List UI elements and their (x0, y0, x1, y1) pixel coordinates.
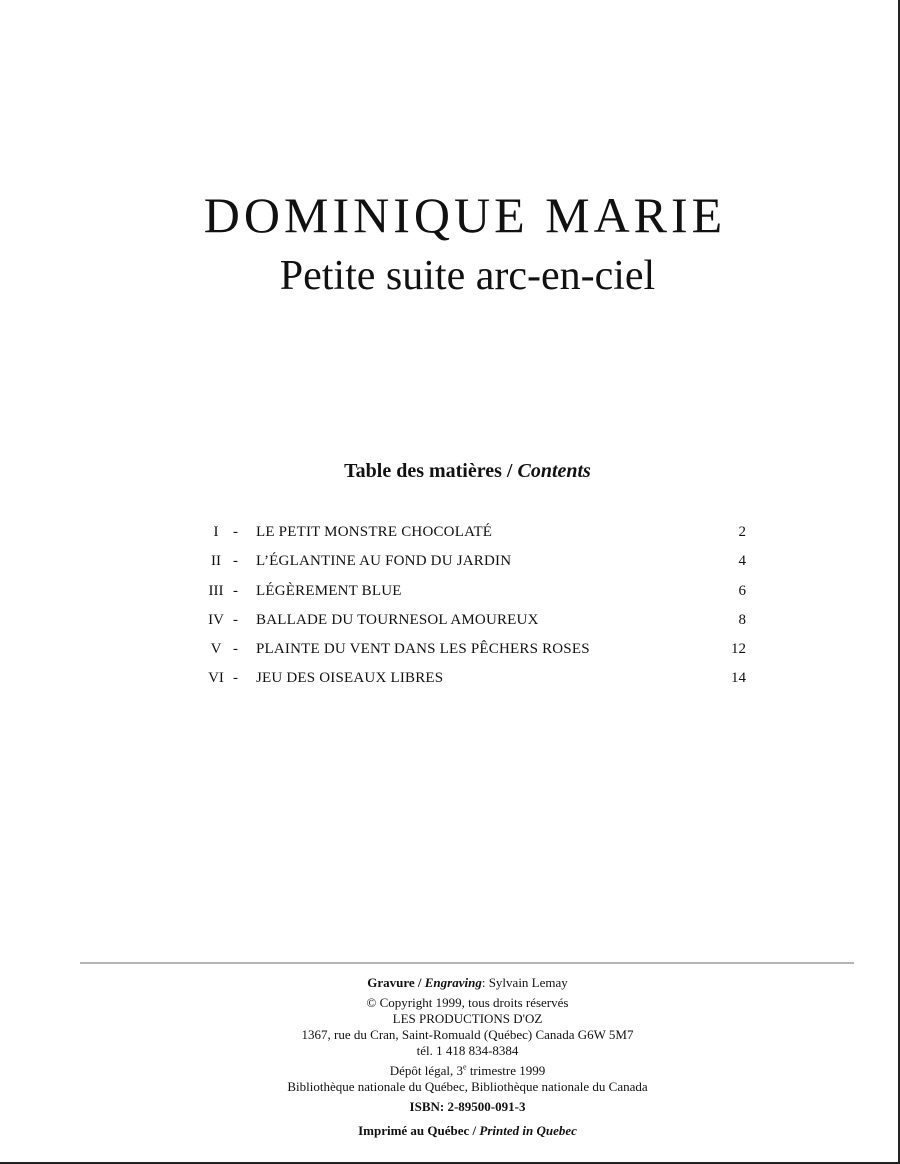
toc-entry (200, 637, 750, 666)
toc-entry-dash: - (233, 670, 238, 687)
footer-divider (80, 962, 854, 964)
toc-entry-number: II (211, 553, 221, 570)
toc-entry-number: VI (208, 670, 224, 687)
printed-fr: Imprimé au Québec (358, 1123, 470, 1138)
legal-deposit-superscript: e (463, 1062, 467, 1072)
credits-block (0, 975, 900, 1139)
toc-entry-page: 12 (731, 641, 746, 658)
printed-en: Printed in Quebec (479, 1123, 577, 1138)
engraving-label: Gravure (367, 975, 415, 990)
publisher-phone: tél. 1 418 834-8384 (416, 1043, 519, 1058)
toc-entry-dash: - (233, 641, 238, 658)
toc-entry-page: 6 (738, 582, 746, 599)
engraver-name: : Sylvain Lemay (481, 975, 568, 990)
legal-deposit (0, 1063, 900, 1079)
toc-entry (200, 549, 750, 578)
toc-entry-number: I (213, 524, 219, 540)
toc-entry (200, 520, 750, 549)
publisher-address: 1367, rue du Cran, Saint-Romuald (Québec) Canada G6W 5M7 (301, 1027, 634, 1042)
publisher-name: LES PRODUCTIONS D'OZ (392, 1011, 543, 1026)
toc-entry-page: 14 (731, 670, 746, 687)
engraving-separator: / (414, 975, 425, 990)
toc-entry-dash: - (233, 553, 238, 570)
toc-entry-dash: - (233, 611, 238, 628)
toc-entry-title: LE PETIT MONSTRE CHOCOLATÉ (256, 524, 493, 540)
toc-entry-number: V (210, 641, 222, 658)
toc-entry-title: PLAINTE DU VENT DANS LES PÊCHERS ROSES (256, 641, 590, 658)
toc-entry-page: 2 (738, 524, 746, 540)
toc-entry-dash: - (233, 524, 238, 540)
toc-heading-fr: Table des matières (344, 460, 502, 482)
toc-heading (0, 460, 900, 483)
engraving-label-en: Engraving (424, 975, 482, 990)
toc-entry-page: 8 (738, 611, 746, 628)
toc-entry (200, 579, 750, 608)
table-of-contents (200, 520, 750, 696)
toc-entry (200, 666, 750, 695)
printed-separator: / (469, 1123, 480, 1138)
legal-deposit-prefix: Dépôt légal, 3 (389, 1063, 463, 1078)
printed-line (0, 1123, 900, 1139)
engraving-line (0, 975, 900, 991)
toc-entry-title: BALLADE DU TOURNESOL AMOUREUX (256, 611, 539, 628)
national-libraries: Bibliothèque nationale du Québec, Bibliothèque nationale du Canada (287, 1079, 648, 1094)
work-title: Petite suite arc-en-ciel (279, 253, 656, 299)
toc-entry (200, 608, 750, 637)
toc-entry-number: IV (208, 611, 224, 628)
toc-entry-page: 4 (738, 553, 746, 570)
toc-heading-en: Contents (517, 460, 591, 482)
composer-name: DOMINIQUE MARIE (203, 187, 727, 243)
legal-deposit-suffix: trimestre 1999 (466, 1063, 546, 1078)
toc-entry-title: L’ÉGLANTINE AU FOND DU JARDIN (256, 553, 512, 570)
toc-entry-title: LÉGÈREMENT BLUE (256, 582, 402, 599)
toc-heading-separator: / (501, 460, 518, 482)
isbn: ISBN: 2-89500-091-3 (409, 1099, 526, 1114)
toc-entry-dash: - (233, 582, 238, 599)
copyright-line: © Copyright 1999, tous droits réservés (366, 995, 569, 1010)
toc-entry-title: JEU DES OISEAUX LIBRES (256, 670, 444, 687)
toc-entry-number: III (208, 582, 224, 599)
